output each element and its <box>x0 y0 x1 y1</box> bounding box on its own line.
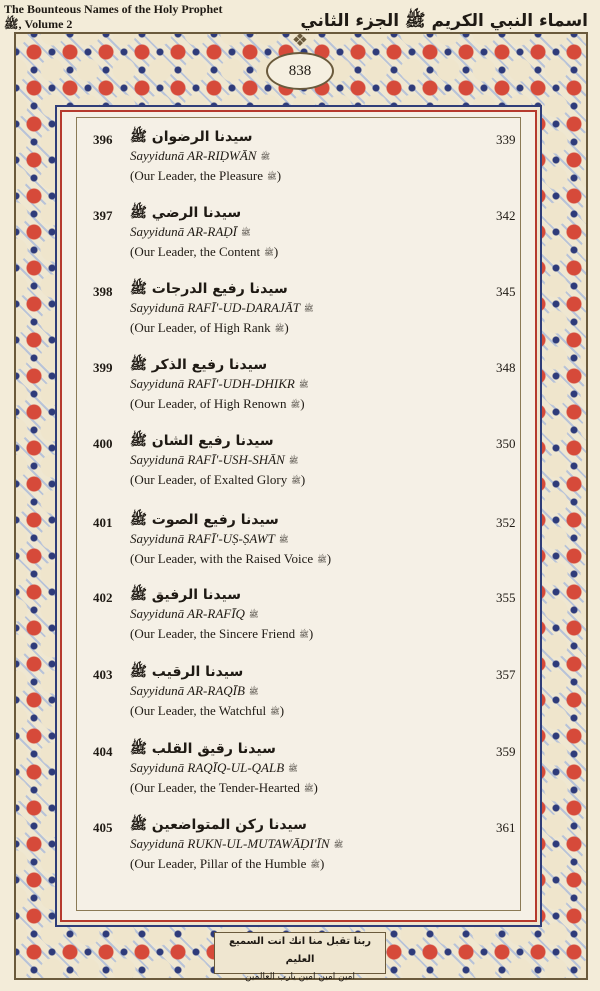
salutation: ﷺ <box>291 476 301 486</box>
entry-number: 401 <box>93 515 113 530</box>
page-number: 838 <box>288 62 312 79</box>
arabic-name: سيدنا الرضوان ﷺ <box>130 129 253 145</box>
page-reference: 350 <box>496 436 516 451</box>
transliteration-text: Sayyidunā AR-RIḌWĀN <box>130 148 257 163</box>
page-reference: 339 <box>496 132 516 147</box>
translation: (Our Leader, with the Raised Voice ﷺ) <box>130 551 332 566</box>
translation: (Our Leader, the Sincere Friend ﷺ) <box>130 626 314 641</box>
transliteration <box>130 531 289 547</box>
transliteration-text: Sayyidunā AR-RAFĪQ <box>130 606 245 621</box>
entry-number: 402 <box>93 590 113 605</box>
transliteration <box>130 300 314 316</box>
translation: (Our Leader, of Exalted Glory ﷺ) <box>130 472 306 487</box>
page-number-medallion <box>266 52 334 90</box>
list-item <box>0 511 600 591</box>
salutation: ﷺ <box>303 304 314 314</box>
translation-text: (Our Leader, the Sincere Friend <box>130 626 296 641</box>
arabic-name: سيدنا رفيع الشان ﷺ <box>130 433 274 449</box>
salutation: ﷺ <box>248 610 259 620</box>
transliteration <box>130 376 309 392</box>
entry-number: 403 <box>93 667 113 682</box>
page-reference: 355 <box>496 590 516 605</box>
translation: (Our Leader, of High Rank ﷺ) <box>130 320 289 335</box>
header-calligraphy: اسماء النبي الكريم ﷺ الجزء الثاني <box>300 11 588 31</box>
arabic-name: سيدنا الرضي ﷺ <box>130 205 242 221</box>
translation: (Our Leader, the Content ﷺ) <box>130 244 279 259</box>
translation-text: (Our Leader, the Tender-Hearted <box>130 780 300 795</box>
list-item <box>0 280 600 360</box>
list-item <box>0 586 600 666</box>
entry-number: 405 <box>93 820 113 835</box>
transliteration-text: Sayyidunā AR-RAḌĪ <box>130 224 237 239</box>
entry-number: 398 <box>93 284 113 299</box>
list-item <box>0 128 600 208</box>
page-reference: 359 <box>496 744 516 759</box>
salutation: ﷺ <box>260 152 271 162</box>
transliteration <box>130 148 270 164</box>
translation-text: (Our Leader, of Exalted Glory <box>130 472 288 487</box>
salutation: ﷺ <box>270 707 280 717</box>
transliteration <box>130 224 251 240</box>
arabic-name: سيدنا رفيع الذكر ﷺ <box>130 357 268 373</box>
translation: (Our Leader, the Pleasure ﷺ) <box>130 168 282 183</box>
salutation: ﷺ <box>267 172 277 182</box>
transliteration-text: Sayyidunā RAFĪ'-UDH-DHIKR <box>130 376 295 391</box>
salutation: ﷺ <box>288 764 298 774</box>
list-item <box>0 740 600 820</box>
page-reference: 345 <box>496 284 516 299</box>
list-item <box>0 356 600 436</box>
translation-text: (Our Leader, with the Raised Voice <box>130 551 314 566</box>
arabic-name: سيدنا ركن المتواضعين ﷺ <box>130 817 307 833</box>
translation: (Our Leader, Pillar of the Humble ﷺ) <box>130 856 325 871</box>
salutation: ﷺ <box>303 784 314 794</box>
arabic-name: سيدنا رفيع الصوت ﷺ <box>130 512 279 528</box>
entry-number: 404 <box>93 744 113 759</box>
transliteration-text: Sayyidunā RAQĪQ-UL-QALB <box>130 760 285 775</box>
salutation: ﷺ <box>248 687 259 697</box>
footer-prayer: ربنا تقبل منا انك انت السميع العليم <box>229 936 371 965</box>
salutation: ﷺ <box>290 400 301 410</box>
translation-text: (Our Leader, of High Renown <box>130 396 287 411</box>
page-reference: 361 <box>496 820 516 835</box>
transliteration <box>130 606 259 622</box>
translation-text: (Our Leader, Pillar of the Humble <box>130 856 307 871</box>
translation: (Our Leader, of High Renown ﷺ) <box>130 396 305 411</box>
transliteration-text: Sayyidunā RAFĪ'-UṢ-ṢAWT <box>130 531 275 546</box>
footer-amen: امين امين امين يارب العالمين <box>244 972 355 982</box>
salutation: ﷺ <box>317 555 327 565</box>
salutation: ﷺ <box>299 630 309 640</box>
list-item <box>0 204 600 284</box>
salutation: ﷺ <box>274 324 285 334</box>
translation-text: (Our Leader, the Watchful <box>130 703 267 718</box>
list-item <box>0 663 600 743</box>
entry-number: 396 <box>93 132 113 147</box>
transliteration-text: Sayyidunā RAFĪ'-UD-DARAJĀT <box>130 300 300 315</box>
entry-number: 399 <box>93 360 113 375</box>
transliteration-text: Sayyidunā AR-RAQĪB <box>130 683 245 698</box>
page-reference: 352 <box>496 515 516 530</box>
page-reference: 342 <box>496 208 516 223</box>
arabic-name: سيدنا رفيع الدرجات ﷺ <box>130 281 288 297</box>
translation-text: (Our Leader, the Pleasure <box>130 168 264 183</box>
volume-label: , Volume 2 <box>18 17 73 31</box>
arabic-name: سيدنا الرفيق ﷺ <box>130 587 242 603</box>
medallion-finial-icon: ❖ <box>291 30 309 50</box>
transliteration-text: Sayyidunā RAFĪ'-USH-SHĀN <box>130 452 285 467</box>
transliteration <box>130 683 259 699</box>
translation: (Our Leader, the Tender-Hearted ﷺ) <box>130 780 318 795</box>
translation: (Our Leader, the Watchful ﷺ) <box>130 703 285 718</box>
salutation: ﷺ <box>240 228 251 238</box>
list-item <box>0 816 600 896</box>
salutation: ﷺ <box>298 380 309 390</box>
entry-number: 397 <box>93 208 113 223</box>
translation-text: (Our Leader, of High Rank <box>130 320 271 335</box>
page-reference: 348 <box>496 360 516 375</box>
salutation: ﷺ <box>278 535 289 545</box>
entry-number: 400 <box>93 436 113 451</box>
footer-cartouche <box>214 932 386 982</box>
list-item <box>0 432 600 512</box>
book-title: The Bounteous Names of the Holy Prophet <box>4 2 223 16</box>
salutation: ﷺ <box>264 248 274 258</box>
transliteration <box>130 836 343 852</box>
transliteration <box>130 452 298 468</box>
salutation: ﷺ <box>333 840 344 850</box>
volume-salutation: ﷺ <box>4 17 19 31</box>
translation-text: (Our Leader, the Content <box>130 244 261 259</box>
transliteration <box>130 760 298 776</box>
arabic-name: سيدنا رقيق القلب ﷺ <box>130 741 276 757</box>
volume-line <box>4 17 72 31</box>
salutation: ﷺ <box>288 456 299 466</box>
arabic-name: سيدنا الرقيب ﷺ <box>130 664 244 680</box>
transliteration-text: Sayyidunā RUKN-UL-MUTAWĀḌI'ĪN <box>130 836 330 851</box>
page-reference: 357 <box>496 667 516 682</box>
salutation: ﷺ <box>310 860 321 870</box>
